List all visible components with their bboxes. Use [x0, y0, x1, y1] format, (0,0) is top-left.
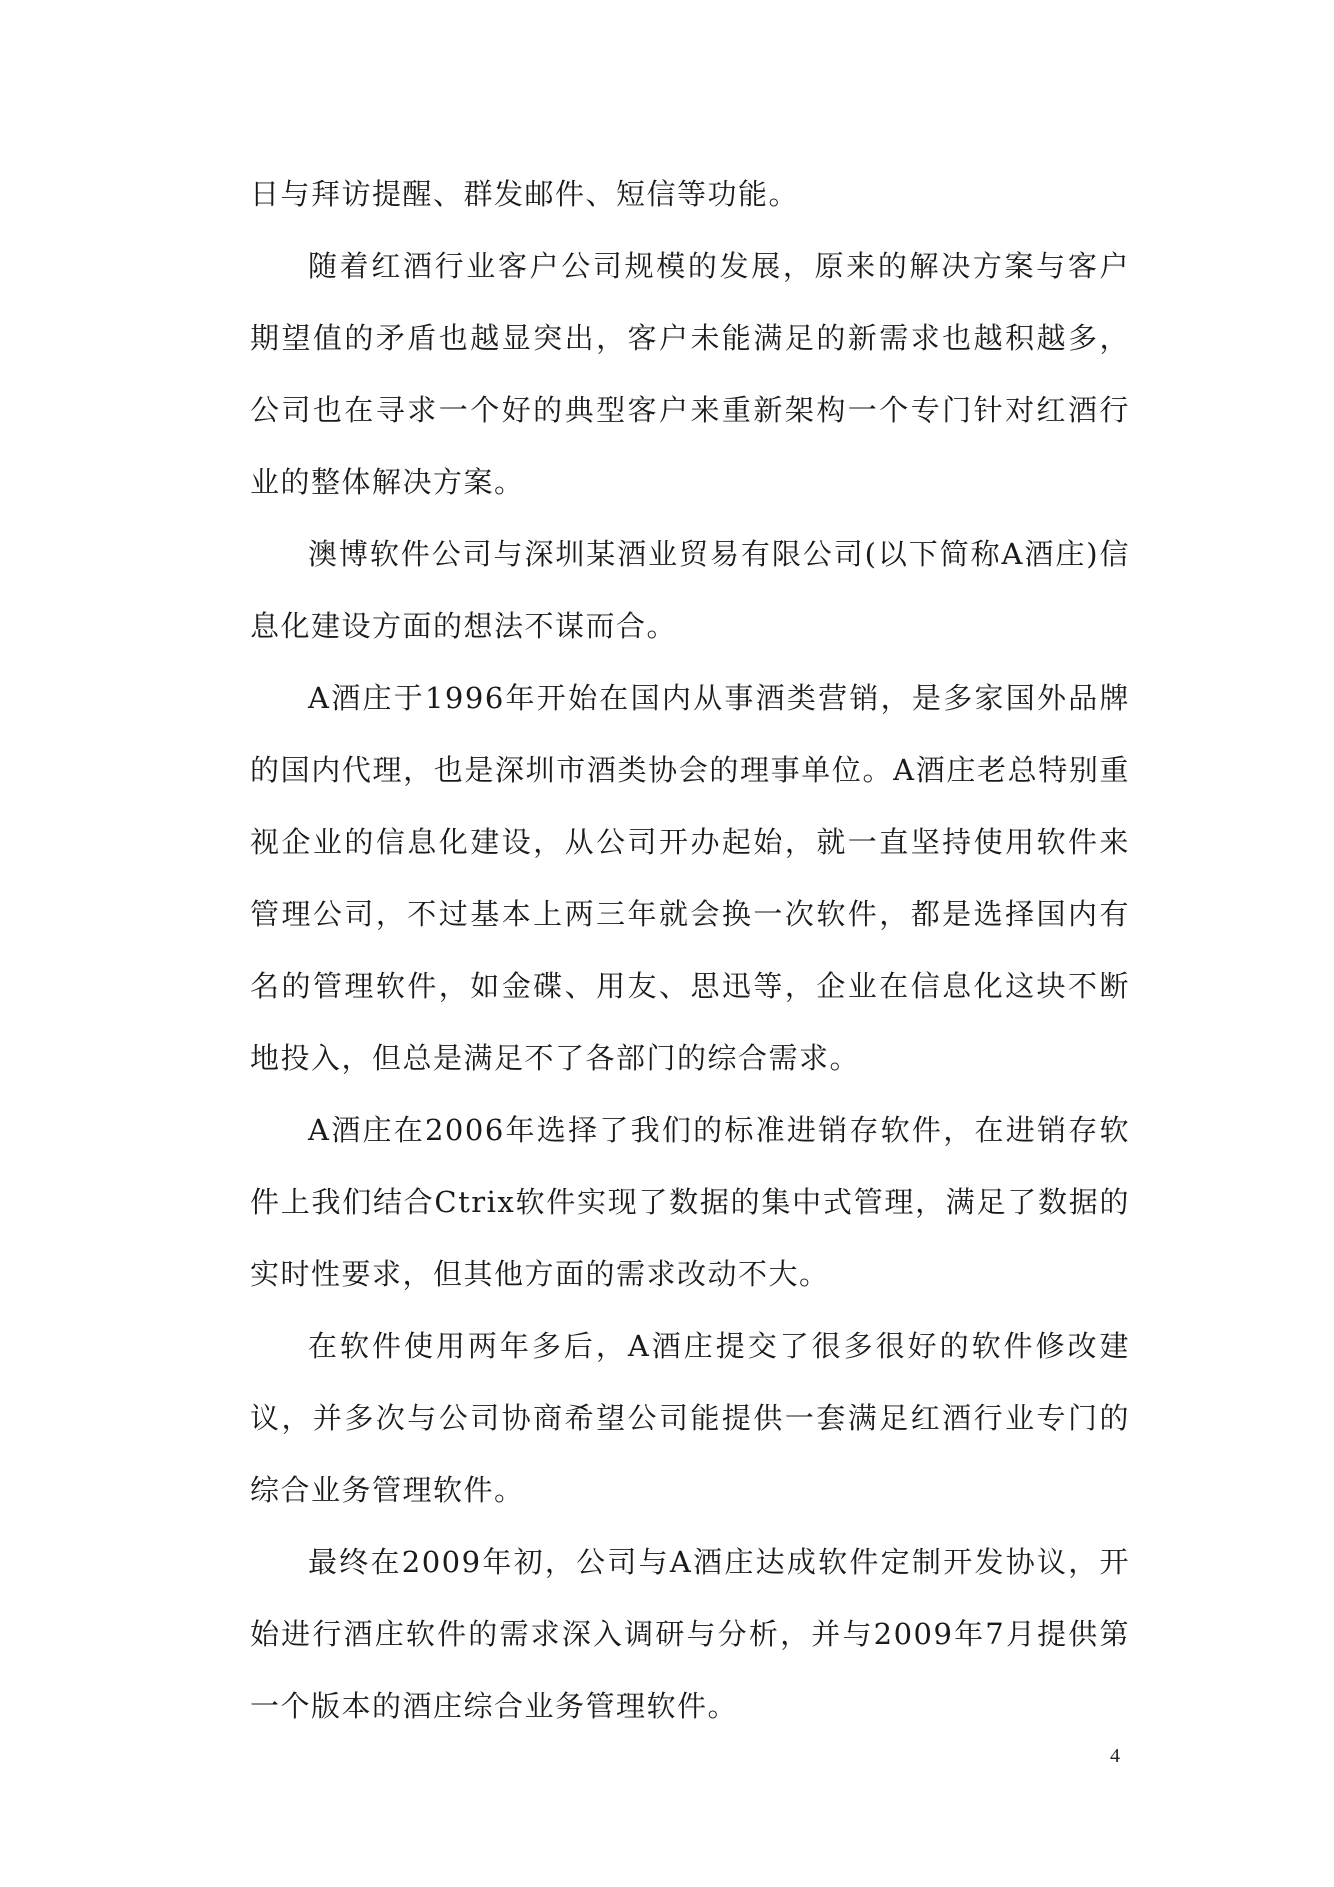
paragraph: A酒庄在2006年选择了我们的标准进销存软件，在进销存软件上我们结合Ctrix软件实现了数据的集中式管理，满足了数据的实时性要求，但其他方面的需求改动不大。 — [250, 1113, 1130, 1291]
paragraph-continuation: 日与拜访提醒、群发邮件、短信等功能。 — [250, 177, 800, 211]
body-text — [250, 158, 1130, 1742]
paragraph: 随着红酒行业客户公司规模的发展，原来的解决方案与客户期望值的矛盾也越显突出，客户未能满足的新需求也越积越多，公司也在寻求一个好的典型客户来重新架构一个专门针对红酒行业的整体解决方案。 — [250, 249, 1130, 499]
paragraph: 澳博软件公司与深圳某酒业贸易有限公司(以下简称A酒庄)信息化建设方面的想法不谋而合。 — [250, 537, 1130, 643]
paragraph: 在软件使用两年多后，A酒庄提交了很多很好的软件修改建议，并多次与公司协商希望公司能提供一套满足红酒行业专门的综合业务管理软件。 — [250, 1329, 1130, 1507]
paragraph: 最终在2009年初，公司与A酒庄达成软件定制开发协议，开始进行酒庄软件的需求深入调研与分析，并与2009年7月提供第一个版本的酒庄综合业务管理软件。 — [250, 1545, 1130, 1723]
page-number: 4 — [1110, 1745, 1120, 1767]
paragraph: A酒庄于1996年开始在国内从事酒类营销，是多家国外品牌的国内代理，也是深圳市酒类协会的理事单位。A酒庄老总特别重视企业的信息化建设，从公司开办起始，就一直坚持使用软件来管理公司，不过基本上两三年就会换一次软件，都是选择国内有名的管理软件，如金碟、用友、思迅等，企业在信息化这块不断地投入，但总是满足不了各部门的综合需求。 — [250, 681, 1130, 1075]
